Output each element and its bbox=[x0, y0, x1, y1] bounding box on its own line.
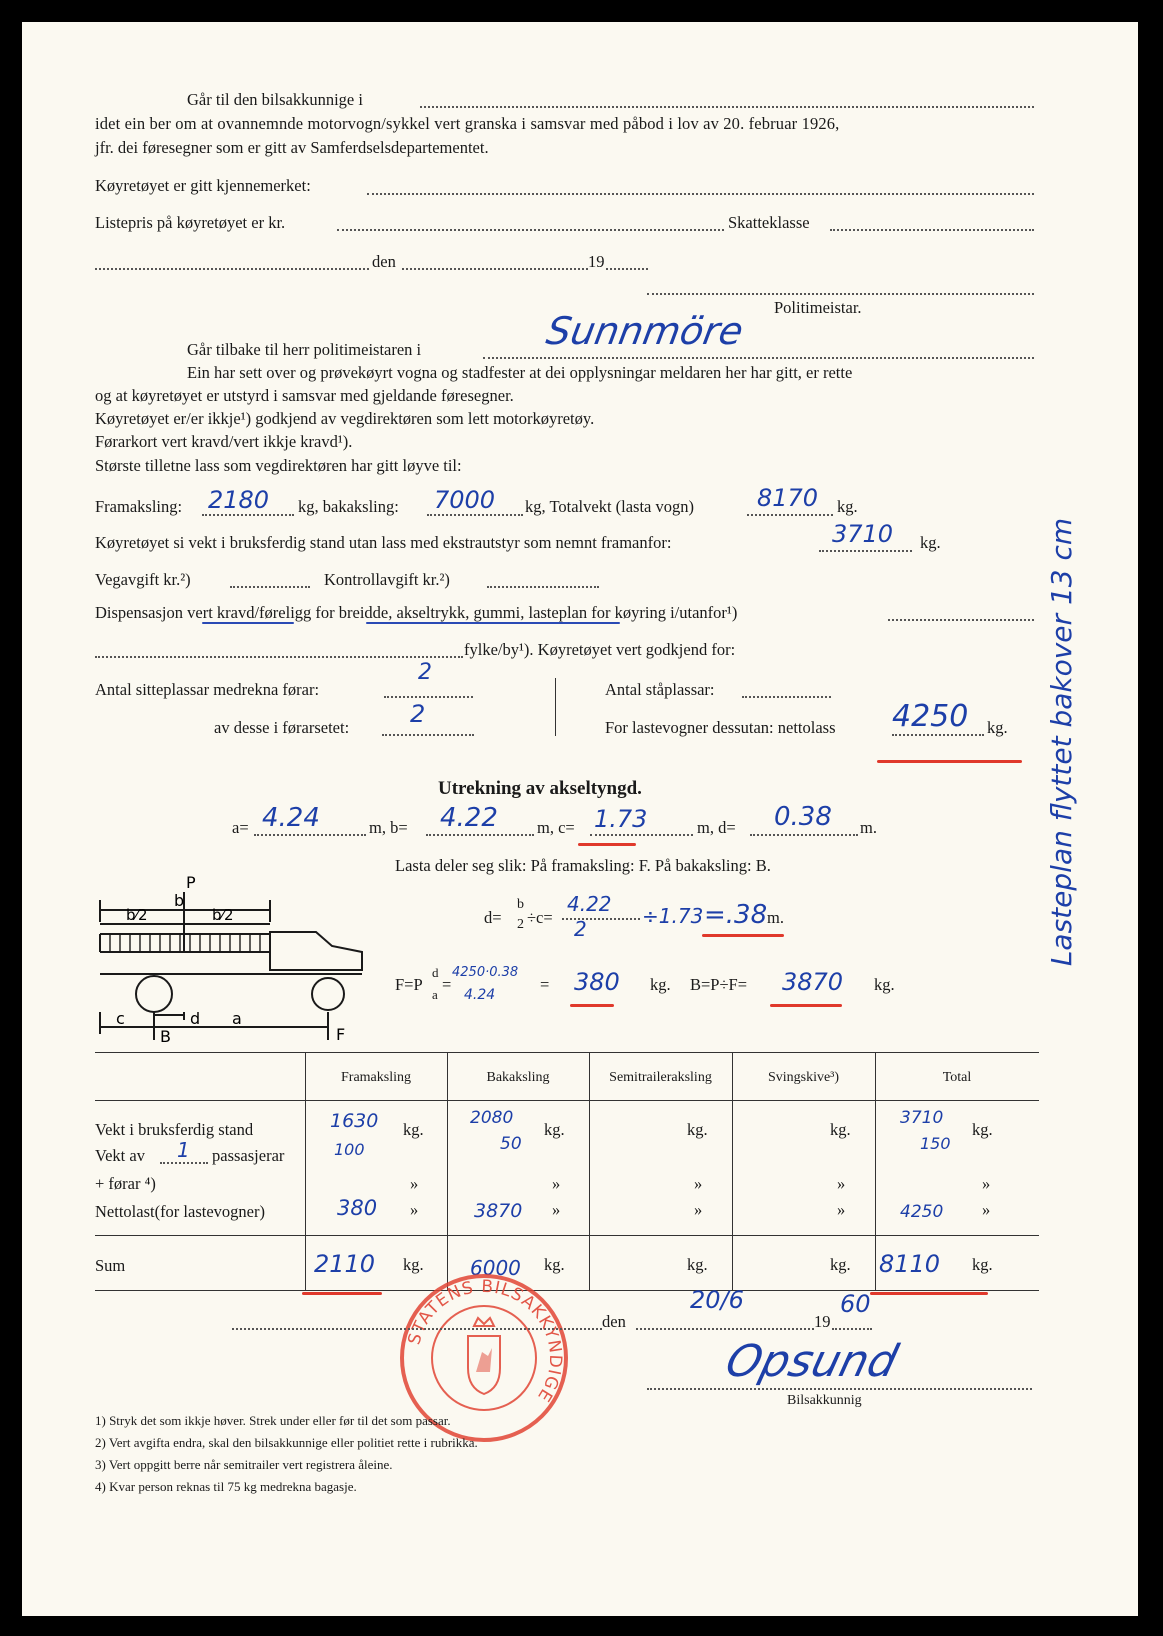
red-underline-d bbox=[702, 934, 784, 937]
passenger-count-field[interactable] bbox=[160, 1162, 208, 1164]
curb-rear-unit: kg. bbox=[544, 1120, 565, 1139]
dispensation-field[interactable] bbox=[888, 619, 1034, 621]
F-num: 4250·0.38 bbox=[452, 965, 519, 980]
a-value: 4.24 bbox=[262, 803, 320, 833]
front-axle-value: 2180 bbox=[208, 486, 270, 514]
B-formula: B=P÷F= bbox=[690, 975, 748, 994]
to-inspector-label: Går til den bilsakkunnige i bbox=[187, 90, 363, 109]
year-field[interactable] bbox=[606, 268, 648, 270]
bottom-year: 60 bbox=[840, 1290, 871, 1318]
inspector-label: Bilsakkunnig bbox=[787, 1393, 862, 1408]
col-header-semitrailer: Semitraileraksling bbox=[609, 1070, 712, 1085]
driver-seat-field[interactable] bbox=[382, 734, 474, 736]
bottom-year-label: 19 bbox=[814, 1312, 831, 1331]
payload-total-unit: » bbox=[982, 1200, 991, 1219]
bottom-den-label: den bbox=[602, 1312, 626, 1331]
date-field[interactable] bbox=[402, 268, 588, 270]
intro-line: idet ein ber om at ovannemnde motorvogn/sykkel vert granska i samsvar med påbod i lov av 20. februar 1926, bbox=[95, 114, 840, 133]
table-col-divider bbox=[589, 1052, 590, 1290]
passenger-count: 1 bbox=[177, 1138, 190, 1162]
curb-fifth-unit: kg. bbox=[830, 1120, 851, 1139]
red-underline-sum-total bbox=[870, 1292, 988, 1295]
sum-front: 2110 bbox=[314, 1250, 376, 1278]
payload-fifth-unit: » bbox=[837, 1200, 846, 1219]
diagram-d: d bbox=[190, 1009, 201, 1028]
tax-class-label: Skatteklasse bbox=[728, 213, 810, 232]
footnote-2: 2) Vert avgifta endra, skal den bilsakkunnige eller politiet rette i rubrikka. bbox=[95, 1435, 478, 1450]
red-underline-B bbox=[770, 1004, 842, 1007]
county-field[interactable] bbox=[95, 656, 463, 658]
F-result: 380 bbox=[574, 968, 620, 996]
d-b-over: b bbox=[517, 897, 524, 912]
load-split-text: Lasta deler seg slik: På framaksling: F. På bakaksling: B. bbox=[395, 856, 771, 875]
footnote-1: 1) Stryk det som ikkje høver. Strek under eller før til det som passar. bbox=[95, 1413, 451, 1428]
F-d: d bbox=[432, 965, 439, 980]
curb-weight-value: 3710 bbox=[832, 520, 894, 548]
diagram-P: P bbox=[186, 873, 196, 892]
a-label: a= bbox=[232, 818, 249, 837]
inspector-signature: Opsund bbox=[720, 1336, 903, 1387]
pass-front: 100 bbox=[334, 1140, 365, 1159]
payload-front: 380 bbox=[337, 1196, 378, 1220]
bottom-date-field[interactable] bbox=[636, 1328, 814, 1330]
calc-title: Utrekning av akseltyngd. bbox=[438, 778, 642, 799]
row-label-passengers-b: passasjerar bbox=[212, 1146, 285, 1165]
pass-rear: 50 bbox=[500, 1134, 522, 1154]
curb-total-unit: kg. bbox=[972, 1120, 993, 1139]
table-col-divider bbox=[875, 1052, 876, 1290]
diagram-c: c bbox=[116, 1009, 125, 1028]
red-underline-sum-front bbox=[302, 1292, 382, 1295]
curb-front: 1630 bbox=[330, 1110, 379, 1132]
table-body-border bbox=[95, 1235, 1039, 1236]
d-minus-c: ÷c= bbox=[527, 908, 553, 927]
payload-front-unit: » bbox=[410, 1200, 419, 1219]
control-fee-label: Kontrollavgift kr.²) bbox=[324, 570, 450, 589]
underline-vert-kravd bbox=[202, 622, 294, 624]
row-label-driver: + førar ⁴) bbox=[95, 1174, 156, 1193]
sum-rear: 6000 bbox=[470, 1256, 521, 1280]
curb-total: 3710 bbox=[900, 1108, 944, 1128]
footnote-4: 4) Kvar person reknas til 75 kg medrekna bagasje. bbox=[95, 1479, 357, 1494]
return-field[interactable] bbox=[483, 357, 1034, 359]
F-eq: = bbox=[442, 975, 452, 994]
underline-breidde bbox=[366, 622, 620, 624]
date-den-label: den bbox=[372, 252, 396, 271]
year-label: 19 bbox=[588, 252, 605, 271]
b-label: m, b= bbox=[369, 818, 408, 837]
bottom-date: 20/6 bbox=[690, 1286, 744, 1314]
d-minus: ÷1.73 bbox=[642, 904, 704, 928]
form-page bbox=[22, 22, 1138, 1616]
road-tax-label: Vegavgift kr.²) bbox=[95, 570, 191, 589]
total-weight-field[interactable] bbox=[747, 514, 833, 516]
payload-semi-unit: » bbox=[694, 1200, 703, 1219]
max-load-heading: Største tilletne lass som vegdirektøren har gitt løyve til: bbox=[95, 456, 462, 475]
rear-axle-label: kg, bakaksling: bbox=[298, 497, 399, 516]
inspector-signature-line bbox=[647, 1388, 1032, 1390]
d-field[interactable] bbox=[750, 834, 858, 836]
handwritten-district: Sunnmöre bbox=[543, 309, 747, 353]
license-statement: Førarkort vert kravd/vert ikkje kravd¹). bbox=[95, 432, 353, 451]
price-label: Listepris på køyretøyet er kr. bbox=[95, 213, 286, 232]
d-formula: d= bbox=[484, 908, 502, 927]
red-underline-F bbox=[570, 1004, 614, 1007]
table-header-border bbox=[95, 1100, 1039, 1101]
bottom-year-field[interactable] bbox=[832, 1328, 872, 1330]
curb-front-unit: kg. bbox=[403, 1120, 424, 1139]
intro-line-2: jfr. dei føresegner som er gitt av Samferdselsdepartementet. bbox=[95, 138, 489, 157]
sum-fifth-unit: kg. bbox=[830, 1255, 851, 1274]
standing-field[interactable] bbox=[742, 696, 831, 698]
stamp-text: STATENS BILSAKKYNDIGE bbox=[404, 1276, 566, 1406]
table-col-divider bbox=[447, 1052, 448, 1290]
driver-total-unit: » bbox=[982, 1174, 991, 1193]
return-label: Går tilbake til herr politimeistaren i bbox=[187, 340, 422, 359]
table-col-divider bbox=[305, 1052, 306, 1290]
bottom-place-field[interactable] bbox=[232, 1328, 602, 1330]
d-two: 2 bbox=[517, 917, 524, 932]
driver-front-unit: » bbox=[410, 1174, 419, 1193]
F-eq-2: = bbox=[540, 975, 550, 994]
registration-label: Køyretøyet er gitt kjennemerket: bbox=[95, 176, 311, 195]
F-den: 4.24 bbox=[464, 987, 496, 1003]
B-result: 3870 bbox=[782, 968, 844, 996]
dispensation-label: Dispensasjon vert kravd/føreligg for breidde, akseltrykk, gummi, lasteplan for køyring i/utanfor¹) bbox=[95, 603, 738, 622]
row-label-payload: Nettolast(for lastevogner) bbox=[95, 1202, 265, 1221]
m-unit: m. bbox=[860, 818, 877, 837]
seats-divider bbox=[555, 678, 556, 736]
b-field[interactable] bbox=[426, 834, 534, 836]
curb-weight-label: Køyretøyet si vekt i bruksferdig stand utan lass med ekstrautstyr som nemnt framanfor: bbox=[95, 533, 672, 552]
total-weight-unit: kg. bbox=[837, 497, 858, 516]
place-field[interactable] bbox=[95, 268, 369, 270]
curb-rear: 2080 bbox=[470, 1108, 514, 1128]
col-header-rear: Bakaksling bbox=[486, 1070, 550, 1085]
sum-label: Sum bbox=[95, 1256, 126, 1275]
driver-seat-label: av desse i førarsetet: bbox=[214, 718, 350, 737]
pass-total: 150 bbox=[920, 1134, 951, 1153]
margin-note: Lasteplan flyttet bakover 13 cm bbox=[1045, 517, 1078, 967]
red-underline-payload bbox=[877, 760, 1022, 763]
B-unit: kg. bbox=[874, 975, 895, 994]
footnote-3: 3) Vert oppgitt berre når semitrailer vert registrera åleine. bbox=[95, 1457, 393, 1472]
driver-semi-unit: » bbox=[694, 1174, 703, 1193]
seats-field[interactable] bbox=[384, 696, 473, 698]
col-header-total: Total bbox=[942, 1070, 972, 1085]
diagram-a: a bbox=[232, 1009, 242, 1028]
standing-label: Antal ståplassar: bbox=[605, 680, 715, 699]
sum-rear-unit: kg. bbox=[544, 1255, 565, 1274]
price-field[interactable] bbox=[337, 229, 724, 231]
b-value: 4.22 bbox=[440, 803, 498, 833]
d-den: 2 bbox=[574, 917, 587, 941]
F-a: a bbox=[432, 987, 438, 1002]
sum-front-unit: kg. bbox=[403, 1255, 424, 1274]
col-header-front: Framaksling bbox=[341, 1070, 411, 1085]
seats-value: 2 bbox=[418, 660, 432, 685]
col-header-fifthwheel: Svingskive³) bbox=[767, 1070, 840, 1085]
table-top-border bbox=[95, 1052, 1039, 1053]
payload-rear: 3870 bbox=[474, 1200, 523, 1222]
d-unit: m. bbox=[767, 908, 784, 927]
c-value: 1.73 bbox=[594, 805, 648, 833]
rear-axle-field[interactable] bbox=[427, 514, 523, 516]
driver-rear-unit: » bbox=[552, 1174, 561, 1193]
sum-semi-unit: kg. bbox=[687, 1255, 708, 1274]
row-label-curb: Vekt i bruksferdig stand bbox=[95, 1120, 254, 1139]
police-chief-label: Politimeistar. bbox=[774, 298, 862, 317]
d-num: 4.22 bbox=[567, 892, 612, 916]
driver-fifth-unit: » bbox=[837, 1174, 846, 1193]
payload-unit: kg. bbox=[987, 718, 1008, 737]
c-label: m, c= bbox=[537, 818, 575, 837]
a-field[interactable] bbox=[254, 834, 366, 836]
F-formula: F=P bbox=[395, 975, 423, 994]
inspection-statement: Ein har sett over og prøvekøyrt vogna og stadfester at dei opplysningar meldaren her har gitt, er rette bbox=[187, 363, 853, 382]
payload-field[interactable] bbox=[892, 734, 984, 736]
tax-class-field[interactable] bbox=[830, 229, 1034, 231]
row-label-passengers: Vekt av bbox=[95, 1146, 145, 1165]
driver-seat-value: 2 bbox=[410, 700, 426, 728]
control-fee-field[interactable] bbox=[487, 586, 599, 588]
county-label: fylke/by¹). Køyretøyet vert godkjend for: bbox=[464, 640, 736, 659]
table-col-divider bbox=[732, 1052, 733, 1290]
payload-total: 4250 bbox=[900, 1202, 944, 1222]
diagram-b: b bbox=[174, 891, 185, 910]
front-axle-field[interactable] bbox=[202, 514, 294, 516]
rear-axle-value: 7000 bbox=[434, 486, 496, 514]
diagram-F: F bbox=[336, 1025, 346, 1042]
d-value: 0.38 bbox=[774, 802, 832, 832]
inspector-field[interactable] bbox=[420, 106, 1034, 108]
total-weight-value: 8170 bbox=[757, 484, 819, 512]
curb-weight-field[interactable] bbox=[819, 550, 912, 552]
payload-label: For lastevogner dessutan: nettolass bbox=[605, 718, 836, 737]
red-underline-c bbox=[578, 843, 636, 846]
payload-rear-unit: » bbox=[552, 1200, 561, 1219]
compliance-statement: og at køyretøyet er utstyrd i samsvar med gjeldande føresegner. bbox=[95, 386, 514, 405]
diagram-B: B bbox=[160, 1027, 171, 1042]
seats-label: Antal sitteplassar medrekna førar: bbox=[95, 680, 320, 699]
diagram-b-half-2: b⁄2 bbox=[212, 906, 234, 924]
curb-weight-unit: kg. bbox=[920, 533, 941, 552]
police-signature-line bbox=[647, 293, 1034, 295]
diagram-b-half-1: b⁄2 bbox=[126, 906, 148, 924]
front-axle-label: Framaksling: bbox=[95, 497, 183, 516]
approval-statement: Køyretøyet er/er ikkje¹) godkjend av vegdirektøren som lett motorkøyretøy. bbox=[95, 409, 595, 428]
truck-diagram bbox=[92, 862, 402, 1042]
registration-field[interactable] bbox=[367, 193, 1034, 195]
road-tax-field[interactable] bbox=[230, 586, 310, 588]
F-unit: kg. bbox=[650, 975, 671, 994]
d-fraction-line bbox=[562, 918, 640, 920]
sum-total-unit: kg. bbox=[972, 1255, 993, 1274]
curb-semi-unit: kg. bbox=[687, 1120, 708, 1139]
c-field[interactable] bbox=[590, 834, 693, 836]
sum-total: 8110 bbox=[879, 1250, 941, 1278]
total-weight-label: kg, Totalvekt (lasta vogn) bbox=[525, 497, 695, 516]
d-result: =.38 bbox=[704, 900, 768, 930]
d-label: m, d= bbox=[697, 818, 736, 837]
payload-value: 4250 bbox=[892, 699, 969, 734]
